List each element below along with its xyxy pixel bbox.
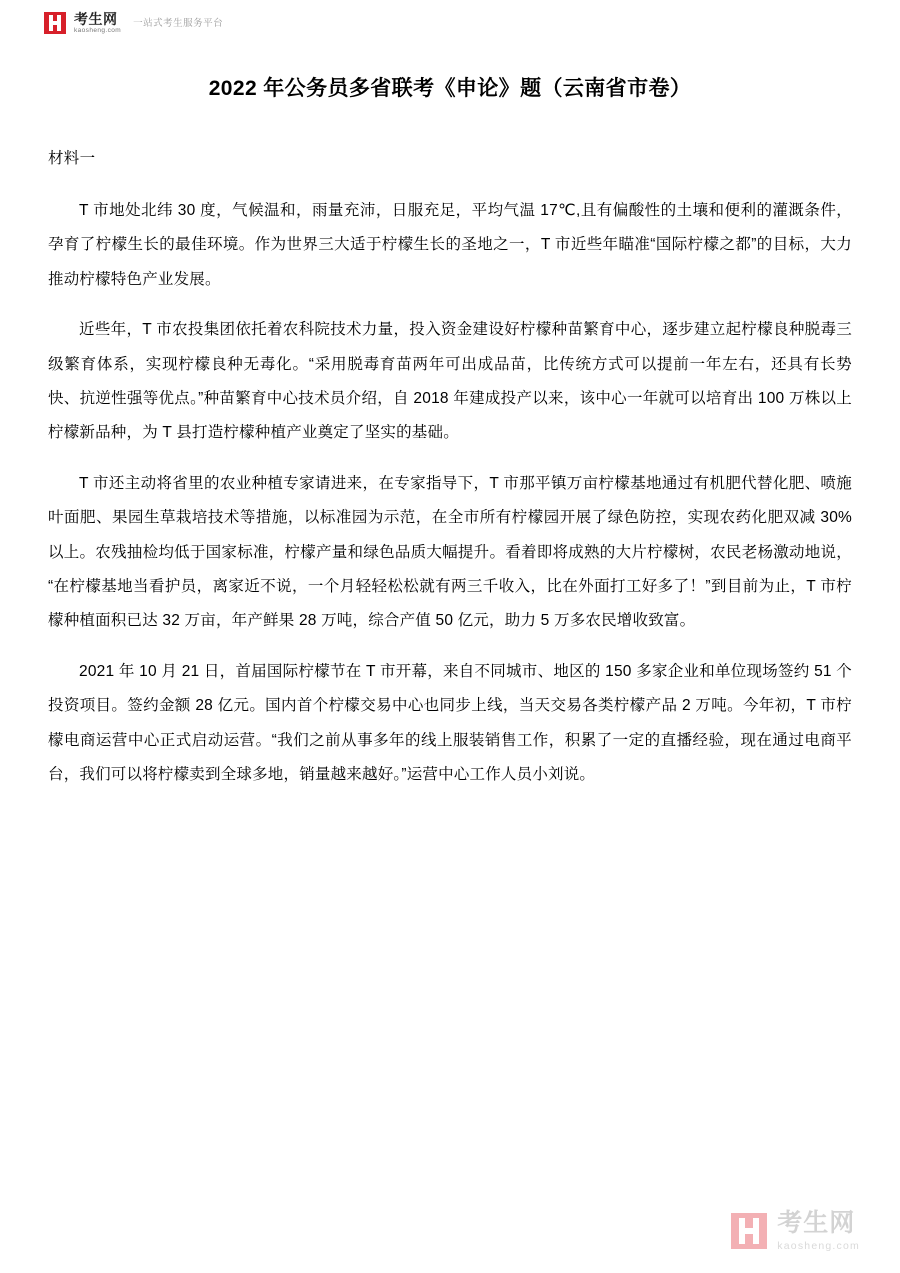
- watermark-brand-domain: kaosheng.com: [777, 1239, 860, 1252]
- document-body: [48, 72, 852, 793]
- watermark-text-block: [777, 1208, 860, 1252]
- paragraph-3: T 市还主动将省里的农业种植专家请进来，在专家指导下，T 市那平镇万亩柠檬基地通过有机肥代替化肥、喷施叶面肥、果园生草栽培技术等措施，以标准园为示范，在全市所有柠檬园开展了绿色防控，实现农药化肥双减 30%以上。农残抽检均低于国家标准，柠檬产量和绿色品质大幅提升。看着即将成熟的大片柠檬树，农民老杨激动地说，“在柠檬基地当看护员，离家近不说，一个月轻轻松松就有两三千收入，比在外面打工好多了！”到目前为止，T 市柠檬种植面积已达 32 万亩，年产鲜果 28 万吨，综合产值 50 亿元，助力 5 万多农民增收致富。: [48, 474, 852, 630]
- section-label: 材料一: [48, 150, 96, 167]
- watermark-bridge-shape: [739, 1228, 759, 1234]
- brand-slogan: 一站式考生服务平台: [133, 18, 224, 29]
- site-header: [44, 8, 223, 38]
- brand-name: 考生网: [74, 10, 118, 27]
- paragraph-4: 2021 年 10 月 21 日，首届国际柠檬节在 T 市开幕，来自不同城市、地区的 150 多家企业和单位现场签约 51 个投资项目。签约金额 28 亿元。国内首个柠檬交易中心也同步上线，当天交易各类柠檬产品 2 万吨。今年初，T 市柠檬电商运营中心正式启动运营。“我们之前从事多年的线上服装销售工作，积累了一定的直播经验，现在通过电商平台，我们可以将柠檬卖到全球多地，销量越来越好。”运营中心工作人员小刘说。: [48, 662, 852, 784]
- kaosheng-watermark-icon: [731, 1213, 767, 1249]
- page-title: 2022 年公务员多省联考《申论》题（云南省市卷）: [208, 77, 692, 100]
- paragraph-2: 近些年，T 市农投集团依托着农科院技术力量，投入资金建设好柠檬种苗繁育中心，逐步建立起柠檬良种脱毒三级繁育体系，实现柠檬良种无毒化。“采用脱毒育苗两年可出成品苗，比传统方式可以提前一年左右，还具有长势快、抗逆性强等优点。”种苗繁育中心技术员介绍，自 2018 年建成投产以来，该中心一年就可以培育出 100 万株以上柠檬新品种，为 T 县打造柠檬种植产业奠定了坚实的基础。: [48, 321, 852, 442]
- brand-domain: kaosheng.com: [74, 26, 122, 34]
- kaosheng-logo-icon: [44, 12, 66, 34]
- brand-text-block: [74, 12, 121, 35]
- paragraph-1: T 市地处北纬 30 度，气候温和，雨量充沛，日服充足，平均气温 17℃,且有偏酸性的土壤和便利的灌溉条件，孕育了柠檬生长的最佳环境。作为世界三大适于柠檬生长的圣地之一，T 市近些年瞄准“国际柠檬之都”的目标，大力推动柠檬特色产业发展。: [48, 202, 852, 288]
- watermark: [731, 1208, 860, 1252]
- watermark-brand-name: 考生网: [777, 1208, 856, 1237]
- logo-bridge-shape: [49, 21, 61, 25]
